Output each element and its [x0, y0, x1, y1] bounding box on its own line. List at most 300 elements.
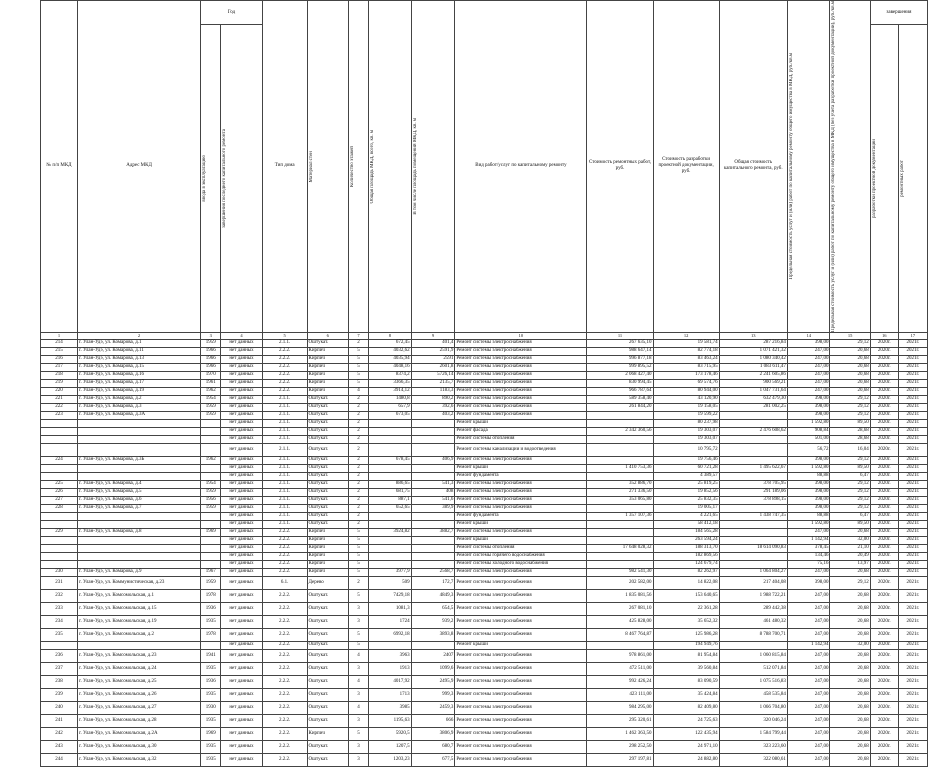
table-cell: 2601,8	[411, 363, 455, 371]
table-cell: 5	[348, 589, 368, 602]
header-group-row	[41, 1, 928, 25]
table-cell: 8 467 764,87	[587, 628, 653, 641]
column-header: Стоимость разработки проектной документации, руб.	[653, 1, 719, 333]
table-cell: 35 424,84	[653, 688, 719, 701]
table-cell: Ремонт крыши	[455, 536, 587, 544]
table-cell: 60 721,28	[653, 464, 719, 472]
table-cell	[201, 427, 221, 435]
table-cell: Ремонт системы электроснабжения	[455, 488, 587, 496]
table-cell: 247,00	[787, 347, 830, 355]
table-cell: 281 002,25	[719, 403, 787, 411]
table-cell: 29,12	[830, 403, 870, 411]
table-cell: 2.2.2.	[262, 688, 307, 701]
table-cell	[201, 552, 221, 560]
column-number: 13	[719, 332, 787, 339]
table-cell: 509	[369, 576, 412, 589]
table-cell: 378,45	[787, 544, 830, 552]
table-cell: 632 479,30	[719, 395, 787, 403]
table-cell: г. Улан-Удэ, ул. Комарова, д.5	[77, 488, 200, 496]
table-cell	[719, 443, 787, 456]
table-cell: 2020г.	[870, 504, 898, 512]
table-cell: 247,00	[787, 727, 830, 740]
table-cell	[369, 427, 412, 435]
table-cell: 2021г.	[898, 456, 927, 464]
table-cell	[719, 472, 787, 480]
table-cell	[369, 641, 412, 649]
table-cell	[719, 456, 787, 464]
table-cell: 1195,63	[369, 714, 412, 727]
table-cell: Ремонт системы электроснабжения	[455, 675, 587, 688]
table-cell: 1913	[369, 662, 412, 675]
table-cell: г. Улан-Удэ, ул. Комсомольская, д.1	[77, 589, 200, 602]
table-cell: нет данных	[221, 536, 262, 544]
table-cell: 20,68	[830, 615, 870, 628]
table-cell: 398,00	[787, 411, 830, 419]
table-cell: 29,12	[830, 395, 870, 403]
column-number: 15	[830, 332, 870, 339]
table-cell: 2.2.2.	[262, 387, 307, 395]
table-cell: Ремонт системы отопления	[455, 544, 587, 552]
table-cell	[719, 641, 787, 649]
table-cell	[77, 544, 200, 552]
table-cell: г. Улан-Удэ, ул. Комсомольская, д.26	[77, 688, 200, 701]
table-cell: 221	[41, 395, 78, 403]
table-cell: 20,68	[830, 387, 870, 395]
table-cell: Дерево	[307, 576, 348, 589]
table-cell: 320 046,24	[719, 714, 787, 727]
table-cell: Оштукат.	[307, 649, 348, 662]
table-cell: 2	[348, 496, 368, 504]
table-cell: 398,00	[787, 504, 830, 512]
table-cell: 2020г.	[870, 480, 898, 488]
table-cell: 1 066 704,80	[719, 701, 787, 714]
table-cell: 1962	[201, 387, 221, 395]
table-cell: 88,88	[787, 472, 830, 480]
table-cell: 541,6	[411, 496, 455, 504]
table-cell: г. Улан-Удэ, ул. Комсомольская, д.27	[77, 701, 200, 714]
table-cell: 2495,9	[411, 675, 455, 688]
table-cell: Кирпич	[307, 552, 348, 560]
table-cell: 2 342 360,56	[587, 427, 653, 435]
table-cell: 2020г.	[870, 602, 898, 615]
table-cell: 512 071,84	[719, 662, 787, 675]
table-cell: 2020г.	[870, 411, 898, 419]
table-cell	[77, 520, 200, 528]
column-header: Общая площадь МКД, всего, кв. м	[369, 1, 412, 333]
table-cell: 2020г.	[870, 675, 898, 688]
table-cell: 3	[348, 602, 368, 615]
table-cell: 1935	[201, 714, 221, 727]
table-cell: 244	[41, 753, 78, 766]
table-cell: нет данных	[221, 552, 262, 560]
table-cell: г. Улан-Удэ, ул. Комсомольская, д.19	[77, 615, 200, 628]
table-cell: 398,00	[787, 488, 830, 496]
table-cell: 2.2.2.	[262, 662, 307, 675]
table-cell: 2.1.1.	[262, 419, 307, 427]
table-cell: 194 949,76	[653, 641, 719, 649]
table-cell: 2021г.	[898, 339, 927, 347]
table-cell: 5	[348, 347, 368, 355]
table-cell: 1183,3	[411, 387, 455, 395]
table-cell: 247,00	[787, 363, 830, 371]
table-cell: 5	[348, 528, 368, 536]
table-cell: 984 295,00	[587, 701, 653, 714]
table-cell: 886,65	[369, 480, 412, 488]
table-cell: 1954	[201, 395, 221, 403]
table-cell: 2020г.	[870, 395, 898, 403]
table-cell: 501,00	[787, 435, 830, 443]
table-cell	[369, 552, 412, 560]
table-cell: 2	[348, 435, 368, 443]
table-cell: 677,5	[411, 753, 455, 766]
table-cell: 322 080,61	[719, 753, 787, 766]
table-cell: 999,3	[411, 688, 455, 701]
table-cell	[411, 544, 455, 552]
table-cell: 247,00	[787, 753, 830, 766]
table-cell: 1959	[201, 504, 221, 512]
table-cell	[201, 464, 221, 472]
table-cell: 1713	[369, 688, 412, 701]
table-cell: г. Улан-Удэ, ул. Комарова, д.15	[77, 363, 200, 371]
table-cell	[41, 443, 78, 456]
table-cell: 5920,5	[369, 727, 412, 740]
table-cell: 2021г.	[898, 701, 927, 714]
table-cell: 2021г.	[898, 528, 927, 536]
table-cell: нет данных	[221, 480, 262, 488]
table-cell: 3977,9	[369, 568, 412, 576]
table-cell: нет данных	[221, 727, 262, 740]
table-cell: нет данных	[221, 371, 262, 379]
table-cell: 5	[348, 727, 368, 740]
table-cell: 227	[41, 496, 78, 504]
table-cell: 2020г.	[870, 379, 898, 387]
table-cell: 423 111,00	[587, 688, 653, 701]
table-cell: 231	[41, 576, 78, 589]
table-cell: 2.2.2.	[262, 602, 307, 615]
table-cell	[369, 544, 412, 552]
table-cell: 3	[348, 662, 368, 675]
table-cell: 2	[348, 472, 368, 480]
table-cell: нет данных	[221, 363, 262, 371]
table-cell: Ремонт системы электроснабжения	[455, 602, 587, 615]
table-row	[41, 504, 928, 512]
table-cell: 214	[41, 339, 78, 347]
table-cell: 992 426,24	[587, 675, 653, 688]
table-cell: Кирпич	[307, 355, 348, 363]
table-cell: 966 787,64	[587, 387, 653, 395]
table-cell: нет данных	[221, 339, 262, 347]
table-cell: нет данных	[221, 649, 262, 662]
table-cell: 1959	[201, 411, 221, 419]
table-cell: г. Улан-Удэ, ул. Комарова, д.3А	[77, 411, 200, 419]
table-cell: 1207,5	[369, 740, 412, 753]
table-cell: 2.1.1.	[262, 395, 307, 403]
table-cell: 2.2.2.	[262, 379, 307, 387]
table-row	[41, 688, 928, 701]
table-cell: 232	[41, 589, 78, 602]
table-cell: 16,04	[830, 443, 870, 456]
table-cell	[411, 641, 455, 649]
table-cell: 2.2.2.	[262, 355, 307, 363]
table-cell: нет данных	[221, 379, 262, 387]
table-cell: 2020г.	[870, 727, 898, 740]
table-cell: 2020г.	[870, 363, 898, 371]
table-cell: 226	[41, 488, 78, 496]
table-cell: 2021г.	[898, 347, 927, 355]
table-cell: 237	[41, 662, 78, 675]
table-cell: 6992,18	[369, 628, 412, 641]
table-cell: 1936	[201, 602, 221, 615]
table-cell	[587, 504, 653, 512]
table-cell: 2020г.	[870, 472, 898, 480]
table-row	[41, 714, 928, 727]
table-cell: 2568,7	[411, 568, 455, 576]
table-cell: г. Улан-Удэ, ул. Комарова, д.7	[77, 504, 200, 512]
table-cell: 2021г.	[898, 504, 927, 512]
table-cell: Ремонт системы электроснабжения	[455, 387, 587, 395]
table-cell: 3924,82	[369, 528, 412, 536]
table-row	[41, 552, 928, 560]
table-cell: 1 080 340,42	[719, 355, 787, 363]
table-cell: 1970	[201, 371, 221, 379]
table-cell: 17 648 028,32	[587, 544, 653, 552]
table-cell: 2021г.	[898, 560, 927, 568]
table-cell: 24 725,63	[653, 714, 719, 727]
table-cell: 2021г.	[898, 675, 927, 688]
table-cell	[41, 536, 78, 544]
table-cell: Оштукат.	[307, 427, 348, 435]
table-cell: 82 409,80	[653, 701, 719, 714]
column-number: 10	[455, 332, 587, 339]
table-cell: 1959	[201, 488, 221, 496]
table-cell: 2020г.	[870, 641, 898, 649]
table-cell	[201, 560, 221, 568]
table-cell: г. Улан-Удэ, ул. Комарова, д.9	[77, 568, 200, 576]
table-cell: 2021г.	[898, 387, 927, 395]
table-cell: 247,00	[787, 379, 830, 387]
table-cell	[77, 472, 200, 480]
table-cell: нет данных	[221, 576, 262, 589]
table-cell: 2021г.	[898, 472, 927, 480]
table-cell: нет данных	[221, 419, 262, 427]
table-cell: 20,68	[830, 363, 870, 371]
table-cell: 35 652,32	[653, 615, 719, 628]
table-cell: 900 569,21	[719, 379, 787, 387]
table-cell: 1 462 363,50	[587, 727, 653, 740]
table-cell: 908,84	[787, 427, 830, 435]
table-cell: 20,68	[830, 347, 870, 355]
table-cell: 24 882,80	[653, 753, 719, 766]
table-cell: Ремонт системы электроснабжения	[455, 528, 587, 536]
table-cell: Ремонт системы электроснабжения	[455, 649, 587, 662]
table-cell: 29,12	[830, 576, 870, 589]
table-cell: 830 994,45	[587, 379, 653, 387]
table-cell: 2 241 605,86	[719, 371, 787, 379]
table-cell: 247,00	[787, 688, 830, 701]
table-cell: 1966	[201, 355, 221, 363]
column-number: 11	[587, 332, 653, 339]
table-cell	[77, 641, 200, 649]
table-cell: 20,68	[830, 589, 870, 602]
table-cell: 5	[348, 568, 368, 576]
table-cell: 122 435,94	[653, 727, 719, 740]
table-cell: Кирпич	[307, 347, 348, 355]
table-cell	[411, 419, 455, 427]
table-cell: 1966	[201, 363, 221, 371]
table-cell: 19 852,56	[653, 488, 719, 496]
table-cell: 1480,8	[369, 395, 412, 403]
table-cell: 2020г.	[870, 589, 898, 602]
table-cell: 69 574,76	[653, 379, 719, 387]
table-cell: 8374,2	[369, 371, 412, 379]
table-cell: 398,00	[787, 403, 830, 411]
table-cell: 83 090,59	[653, 675, 719, 688]
table-cell: 2020г.	[870, 443, 898, 456]
table-row	[41, 753, 928, 766]
table-cell: 2	[348, 427, 368, 435]
table-cell: Оштукат.	[307, 504, 348, 512]
table-cell: 2020г.	[870, 552, 898, 560]
column-number: 12	[653, 332, 719, 339]
table-cell	[41, 427, 78, 435]
table-cell: г. Улан-Удэ, ул. Комарова, д.1	[77, 339, 200, 347]
table-cell: 2	[348, 443, 368, 456]
table-cell: 472 511,00	[587, 662, 653, 675]
table-cell: 6.1.	[262, 576, 307, 589]
table-cell: 2020г.	[870, 688, 898, 701]
table-cell: 1966	[201, 347, 221, 355]
table-cell: Ремонт системы электроснабжения	[455, 753, 587, 766]
table-cell	[369, 512, 412, 520]
table-cell: 20,68	[830, 628, 870, 641]
table-cell: 2459,3	[411, 701, 455, 714]
table-cell: 287 216,84	[719, 339, 787, 347]
table-cell: Ремонт системы электроснабжения	[455, 339, 587, 347]
table-cell: 2021г.	[898, 536, 927, 544]
table-cell: 378 705,95	[719, 480, 787, 488]
table-cell: 4 389,57	[653, 472, 719, 480]
table-cell: 261 844,20	[587, 403, 653, 411]
table-cell: 988 647,14	[587, 347, 653, 355]
table-cell: 19 303,07	[653, 435, 719, 443]
column-header: Количество этажей	[348, 1, 368, 333]
table-cell: Оштукат.	[307, 488, 348, 496]
table-cell: г. Улан-Удэ, ул. Комсомольская, д.2А	[77, 727, 200, 740]
table-cell: нет данных	[221, 560, 262, 568]
table-cell: Ремонт системы электроснабжения	[455, 740, 587, 753]
table-cell: 4	[348, 701, 368, 714]
table-cell: Оштукат.	[307, 435, 348, 443]
table-cell: 2020г.	[870, 544, 898, 552]
table-cell: 20,68	[830, 649, 870, 662]
table-cell: Оштукат.	[307, 419, 348, 427]
table-cell: 1 060 815,84	[719, 649, 787, 662]
table-cell: 5	[348, 544, 368, 552]
table-cell	[369, 560, 412, 568]
table-cell: 217 404,08	[719, 576, 787, 589]
table-cell: 2021г.	[898, 419, 927, 427]
table-cell: 2	[348, 488, 368, 496]
table-cell: 2	[348, 480, 368, 488]
table-cell: 2135,7	[411, 379, 455, 387]
table-cell: 295 320,61	[587, 714, 653, 727]
table-cell	[41, 520, 78, 528]
column-number: 6	[307, 332, 348, 339]
table-cell: нет данных	[221, 568, 262, 576]
table-cell: 398,00	[787, 576, 830, 589]
table-cell: 1978	[201, 589, 221, 602]
table-cell: нет данных	[221, 589, 262, 602]
table-cell: г. Улан-Удэ, ул. Комсомольская, д.30	[77, 740, 200, 753]
table-cell: нет данных	[221, 504, 262, 512]
table-cell	[587, 435, 653, 443]
table-cell	[201, 520, 221, 528]
table-cell: 2020г.	[870, 339, 898, 347]
table-cell: 672,45	[369, 339, 412, 347]
table-cell: нет данных	[221, 675, 262, 688]
table-cell: 1 988 722,21	[719, 589, 787, 602]
table-cell	[77, 512, 200, 520]
table-cell: 2	[348, 419, 368, 427]
table-cell: 215	[41, 347, 78, 355]
table-cell	[411, 536, 455, 544]
table-cell: 4017,92	[369, 675, 412, 688]
table-cell: 13,97	[830, 560, 870, 568]
table-cell: 2020г.	[870, 456, 898, 464]
table-cell: 89,50	[830, 419, 870, 427]
table-cell: 1959	[201, 339, 221, 347]
table-cell: Оштукат.	[307, 456, 348, 464]
table-cell: 654,5	[411, 602, 455, 615]
table-cell: 19 303,07	[653, 427, 719, 435]
table-row	[41, 435, 928, 443]
table-cell: 182 869,56	[653, 552, 719, 560]
table-cell: Ремонт системы электроснабжения	[455, 480, 587, 488]
table-cell: нет данных	[221, 512, 262, 520]
table-cell	[77, 552, 200, 560]
table-cell: Ремонт системы отопления	[455, 435, 587, 443]
table-cell	[719, 435, 787, 443]
table-row	[41, 464, 928, 472]
table-cell	[77, 435, 200, 443]
table-cell	[41, 435, 78, 443]
table-row	[41, 589, 928, 602]
table-cell	[411, 560, 455, 568]
table-cell: 29,12	[830, 504, 870, 512]
table-cell: 22 361,28	[653, 602, 719, 615]
column-header: Предельная стоимость услуг и (или) работ по капитальному ремонту общего имущества в МКД, руб./кв.м	[787, 1, 830, 333]
table-cell: 2021г.	[898, 411, 927, 419]
table-cell: 1935	[201, 688, 221, 701]
table-cell: 20,68	[830, 371, 870, 379]
table-cell: 267 081,10	[587, 602, 653, 615]
table-cell: 220	[41, 387, 78, 395]
table-cell	[719, 528, 787, 536]
table-cell: 2021г.	[898, 628, 927, 641]
column-number: 4	[221, 332, 262, 339]
table-cell: 2021г.	[898, 576, 927, 589]
table-cell: 2.2.2.	[262, 552, 307, 560]
table-cell: 217	[41, 363, 78, 371]
table-cell: 1 071 421,32	[719, 347, 787, 355]
table-cell: 2020г.	[870, 662, 898, 675]
table-cell: 652,65	[369, 504, 412, 512]
table-cell: 289 442,38	[719, 602, 787, 615]
table-cell: нет данных	[221, 496, 262, 504]
table-cell: 6,47	[830, 512, 870, 520]
table-cell: Оштукат.	[307, 602, 348, 615]
table-cell	[587, 536, 653, 544]
